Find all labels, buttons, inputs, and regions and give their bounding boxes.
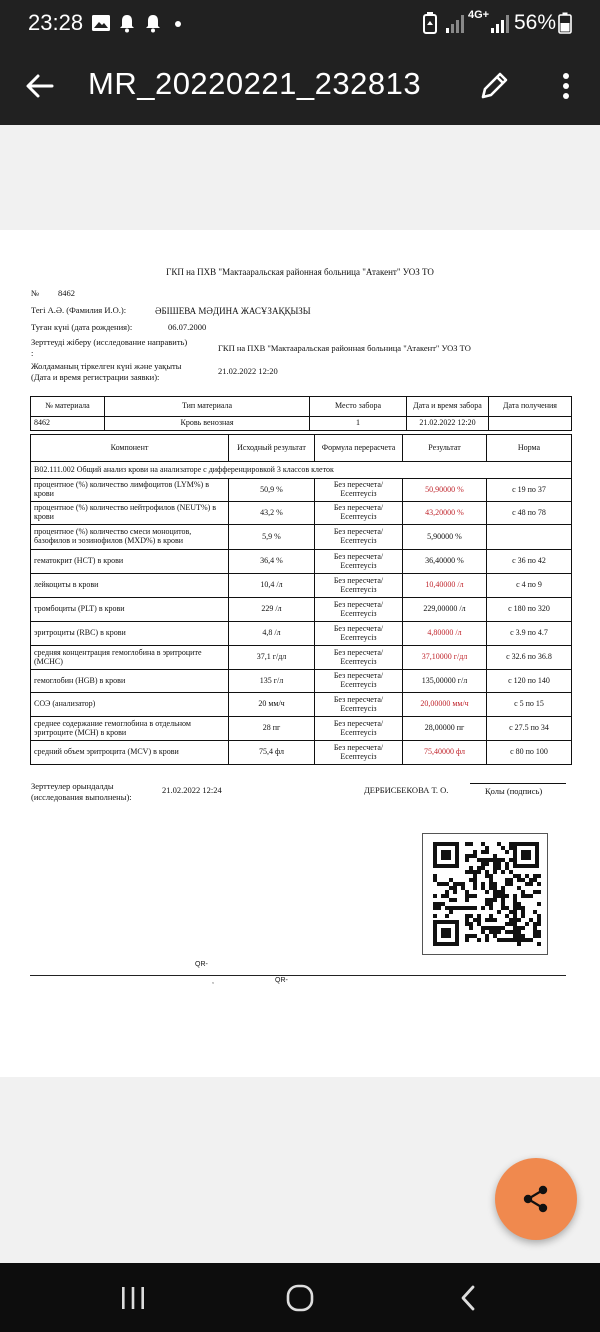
result-value: 10,40000 /л: [403, 574, 487, 598]
sender-colon: :: [31, 348, 34, 358]
doctor-name: ДЕРБИСБЕКОВА Т. О.: [364, 785, 449, 795]
result-source: 229 /л: [229, 598, 315, 622]
qr-comma: ,: [212, 978, 214, 985]
result-formula: Без пересчета/ Есептеусіз: [315, 646, 403, 670]
material-cell: [489, 417, 572, 431]
result-source: 4,8 /л: [229, 622, 315, 646]
status-time: 23:28: [28, 10, 84, 35]
qr-label-2: QR-: [275, 977, 288, 984]
result-component: процентное (%) количество лимфоцитов (LYM%) в крови: [31, 479, 229, 502]
results-header-cell: Формула перерасчета: [315, 435, 403, 462]
result-source: 135 г/л: [229, 670, 315, 693]
result-norm: с 48 по 78: [487, 502, 572, 525]
image-icon: [91, 12, 111, 34]
result-source: 20 мм/ч: [229, 693, 315, 717]
result-formula: Без пересчета/ Есептеусіз: [315, 622, 403, 646]
result-source: 36,4 %: [229, 550, 315, 574]
result-value: 135,00000 г/л: [403, 670, 487, 693]
result-norm: с 3.9 по 4.7: [487, 622, 572, 646]
result-component: среднее содержание гемоглобина в отдельном эритроците (MCH) в крови: [31, 717, 229, 741]
result-norm: с 80 по 100: [487, 741, 572, 765]
more-vert-icon[interactable]: [546, 66, 586, 106]
result-norm: [487, 525, 572, 550]
material-header-cell: Тип материала: [105, 397, 310, 417]
result-value: 75,40000 фл: [403, 741, 487, 765]
recent-apps-icon[interactable]: [116, 1281, 150, 1315]
result-source: 43,2 %: [229, 502, 315, 525]
material-cell: 8462: [31, 417, 105, 431]
result-component: процентное (%) количество смеси моноцитов, базофилов и эозинофилов (MXD%) в крови: [31, 525, 229, 550]
result-row: [31, 646, 572, 670]
result-value: 229,00000 /л: [403, 598, 487, 622]
result-value: 36,40000 %: [403, 550, 487, 574]
record-number: 8462: [58, 288, 75, 298]
signal-icon: [445, 12, 465, 34]
result-row: [31, 717, 572, 741]
battery-saver-icon: [422, 12, 438, 34]
result-norm: с 27.5 по 34: [487, 717, 572, 741]
dot-icon: [173, 12, 183, 34]
document-title: MR_20220221_232813: [88, 66, 422, 101]
result-row: [31, 693, 572, 717]
pencil-icon[interactable]: [474, 66, 514, 106]
result-row: [31, 550, 572, 574]
battery-percent: 56%: [513, 11, 556, 34]
registration-label: Жолдаманың тіркелген күні және уақыты: [31, 361, 182, 371]
result-row: [31, 502, 572, 525]
material-cell: Кровь венозная: [105, 417, 310, 431]
results-header-cell: Норма: [487, 435, 572, 462]
patient-label: Тегі А.Ә. (Фамилия И.О.):: [31, 305, 127, 315]
qr-label: QR-: [195, 961, 208, 968]
completed-label-ru: (исследования выполнены):: [31, 792, 132, 802]
sender-label: Зерттеуді жіберу (исследование направить): [31, 337, 188, 347]
divider: [30, 975, 566, 976]
result-component: лейкоциты в крови: [31, 574, 229, 598]
result-norm: с 19 по 37: [487, 479, 572, 502]
result-value: 43,20000 %: [403, 502, 487, 525]
result-norm: с 120 по 140: [487, 670, 572, 693]
result-row: [31, 574, 572, 598]
result-value: 4,80000 /л: [403, 622, 487, 646]
result-formula: Без пересчета/ Есептеусіз: [315, 479, 403, 502]
results-table: [30, 434, 572, 765]
results-header-cell: Результат: [403, 435, 487, 462]
network-type: 4G+: [468, 9, 490, 21]
result-value: 28,00000 пг: [403, 717, 487, 741]
result-formula: Без пересчета/ Есептеусіз: [315, 598, 403, 622]
result-formula: Без пересчета/ Есептеусіз: [315, 741, 403, 765]
result-norm: с 5 по 15: [487, 693, 572, 717]
result-formula: Без пересчета/ Есептеусіз: [315, 502, 403, 525]
registration-label-ru: (Дата и время регистрации заявки):: [31, 372, 160, 382]
result-norm: с 36 по 42: [487, 550, 572, 574]
material-cell: 1: [310, 417, 407, 431]
signal-icon: [490, 12, 510, 34]
result-component: процентное (%) количество нейтрофилов (NEUT%) в крови: [31, 502, 229, 525]
result-source: 5,9 %: [229, 525, 315, 550]
result-row: [31, 525, 572, 550]
signature-label: Қолы (подпись): [485, 786, 543, 796]
result-component: средняя концентрация гемоглобина в эритроците (MCHC): [31, 646, 229, 670]
app-bar: [0, 48, 600, 125]
share-icon: [521, 1184, 551, 1214]
bell-icon: [118, 12, 136, 34]
result-value: 50,90000 %: [403, 479, 487, 502]
patient-name: ӘБІШЕВА МӘДИНА ЖАСҰЗАҚҚЫЗЫ: [155, 306, 311, 316]
qr-code: [422, 833, 548, 955]
material-header-cell: Дата и время забора: [407, 397, 489, 417]
results-section-title: B02.111.002 Общий анализ крови на анализаторе с дифференцировкой 3 классов клеток: [31, 462, 572, 479]
result-source: 37,1 г/дл: [229, 646, 315, 670]
result-value: 37,10000 г/дл: [403, 646, 487, 670]
result-formula: Без пересчета/ Есептеусіз: [315, 693, 403, 717]
result-value: 20,00000 мм/ч: [403, 693, 487, 717]
result-source: 10,4 /л: [229, 574, 315, 598]
dob-value: 06.07.2000: [168, 322, 207, 332]
result-row: [31, 741, 572, 765]
result-component: СОЭ (анализатор): [31, 693, 229, 717]
results-header-cell: Исходный результат: [229, 435, 315, 462]
arrow-left-icon[interactable]: [20, 66, 60, 106]
result-component: эритроциты (RBC) в крови: [31, 622, 229, 646]
home-icon[interactable]: [283, 1281, 317, 1315]
material-table: [30, 396, 572, 431]
result-source: 75,4 фл: [229, 741, 315, 765]
material-header-cell: № материала: [31, 397, 105, 417]
result-source: 28 пг: [229, 717, 315, 741]
signature-line: [470, 783, 566, 784]
registration-date: 21.02.2022 12:20: [218, 366, 278, 376]
result-norm: с 4 по 9: [487, 574, 572, 598]
result-formula: Без пересчета/ Есептеусіз: [315, 525, 403, 550]
completed-label: Зерттеулер орындалды: [31, 781, 114, 791]
qr-code-image: [423, 834, 547, 954]
result-norm: с 180 по 320: [487, 598, 572, 622]
completed-date: 21.02.2022 12:24: [162, 785, 222, 795]
material-cell: 21.02.2022 12:20: [407, 417, 489, 431]
result-formula: Без пересчета/ Есептеусіз: [315, 550, 403, 574]
result-formula: Без пересчета/ Есептеусіз: [315, 574, 403, 598]
result-norm: с 32.6 по 36.8: [487, 646, 572, 670]
battery-icon: [558, 12, 572, 34]
result-component: гематокрит (HCT) в крови: [31, 550, 229, 574]
bell-icon: [144, 12, 162, 34]
result-source: 50,9 %: [229, 479, 315, 502]
document-page[interactable]: [0, 230, 600, 1077]
material-header-cell: Дата получения: [489, 397, 572, 417]
back-icon[interactable]: [452, 1281, 486, 1315]
result-row: [31, 598, 572, 622]
result-row: [31, 622, 572, 646]
result-row: [31, 479, 572, 502]
share-button[interactable]: [495, 1158, 577, 1240]
result-component: гемоглобин (HGB) в крови: [31, 670, 229, 693]
number-label: №: [31, 288, 40, 298]
result-formula: Без пересчета/ Есептеусіз: [315, 717, 403, 741]
clinic-header: ГКП на ПХВ "Мактааральская районная больница "Атакент" УОЗ ТО: [166, 267, 434, 277]
material-header-cell: Место забора: [310, 397, 407, 417]
results-header-cell: Компонент: [31, 435, 229, 462]
result-component: тромбоциты (PLT) в крови: [31, 598, 229, 622]
status-bar: [0, 0, 600, 48]
dob-label: Туған күні (дата рождения):: [31, 322, 133, 332]
result-value: 5,90000 %: [403, 525, 487, 550]
result-row: [31, 670, 572, 693]
result-formula: Без пересчета/ Есептеусіз: [315, 670, 403, 693]
sender-value: ГКП на ПХВ "Мактааральская районная больница "Атакент" УОЗ ТО: [218, 343, 471, 353]
result-component: средний объем эритроцита (MCV) в крови: [31, 741, 229, 765]
navigation-bar: [0, 1263, 600, 1332]
